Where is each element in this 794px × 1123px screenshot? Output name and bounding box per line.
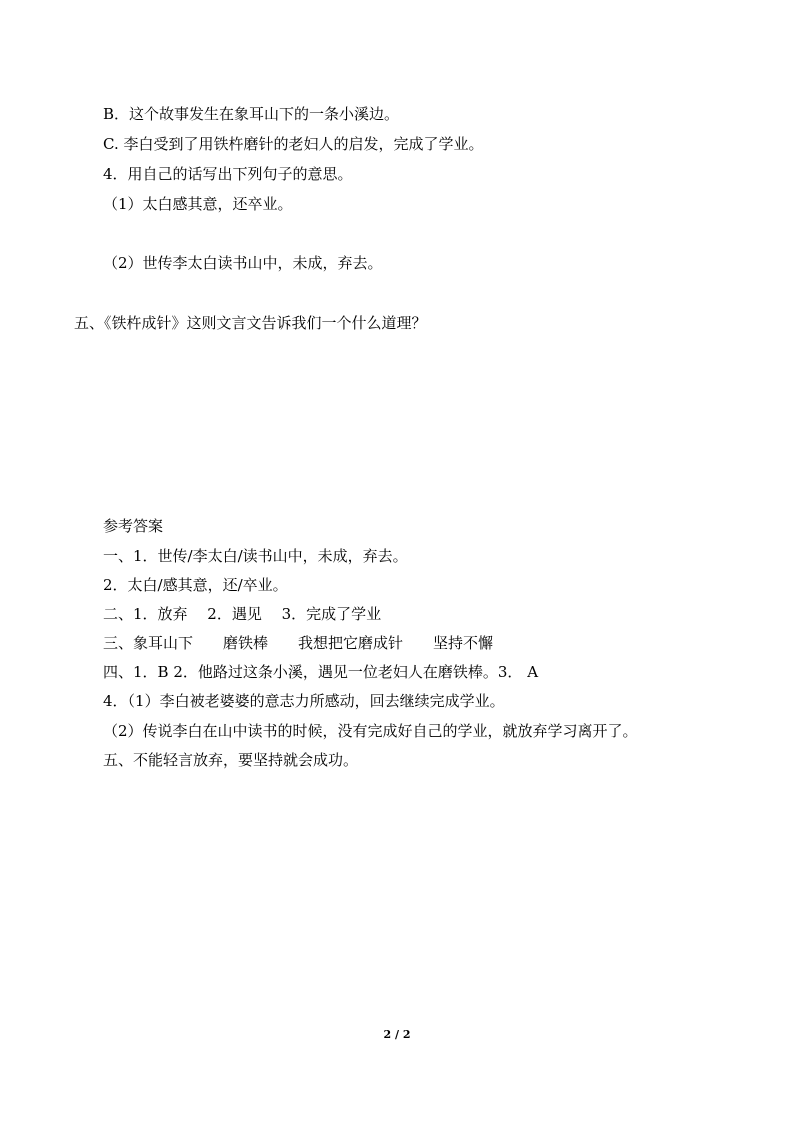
answer-2: 二、1．放弃 2．遇见 3．完成了学业 <box>103 605 382 623</box>
answer-3: 三、象耳山下 磨铁棒 我想把它磨成针 坚持不懈 <box>103 634 494 652</box>
page-number: 2 / 2 <box>383 1028 411 1041</box>
answer-5: 五、不能轻言放弃，要坚持就会成功。 <box>103 751 359 769</box>
answers-title: 参考答案 <box>103 517 164 535</box>
section-5-question: 五、《铁杵成针》这则文言文告诉我们一个什么道理？ <box>74 314 427 332</box>
option-b: B．这个故事发生在象耳山下的一条小溪边。 <box>103 105 400 123</box>
question-4-2: （2）世传李太白读书山中，未成，弃去。 <box>103 254 383 272</box>
answer-4-4-2: （2）传说李白在山中读书的时候，没有完成好自己的学业，就放弃学习离开了。 <box>103 722 638 740</box>
question-4-title: 4．用自己的话写出下列句子的意思。 <box>103 165 353 183</box>
answer-1-1: 一、1．世传/李太白/读书山中，未成，弃去。 <box>103 547 408 565</box>
answer-4: 四、1．B 2．他路过这条小溪，遇见一位老妇人在磨铁棒。3． A <box>103 663 539 681</box>
answer-1-2: 2．太白/感其意，还/卒业。 <box>103 576 288 594</box>
answer-4-4-1: 4．（1）李白被老婆婆的意志力所感动，回去继续完成学业。 <box>103 692 505 710</box>
question-4-1: （1）太白感其意，还卒业。 <box>103 195 293 213</box>
option-c: C. 李白受到了用铁杵磨针的老妇人的启发，完成了学业。 <box>103 135 484 153</box>
